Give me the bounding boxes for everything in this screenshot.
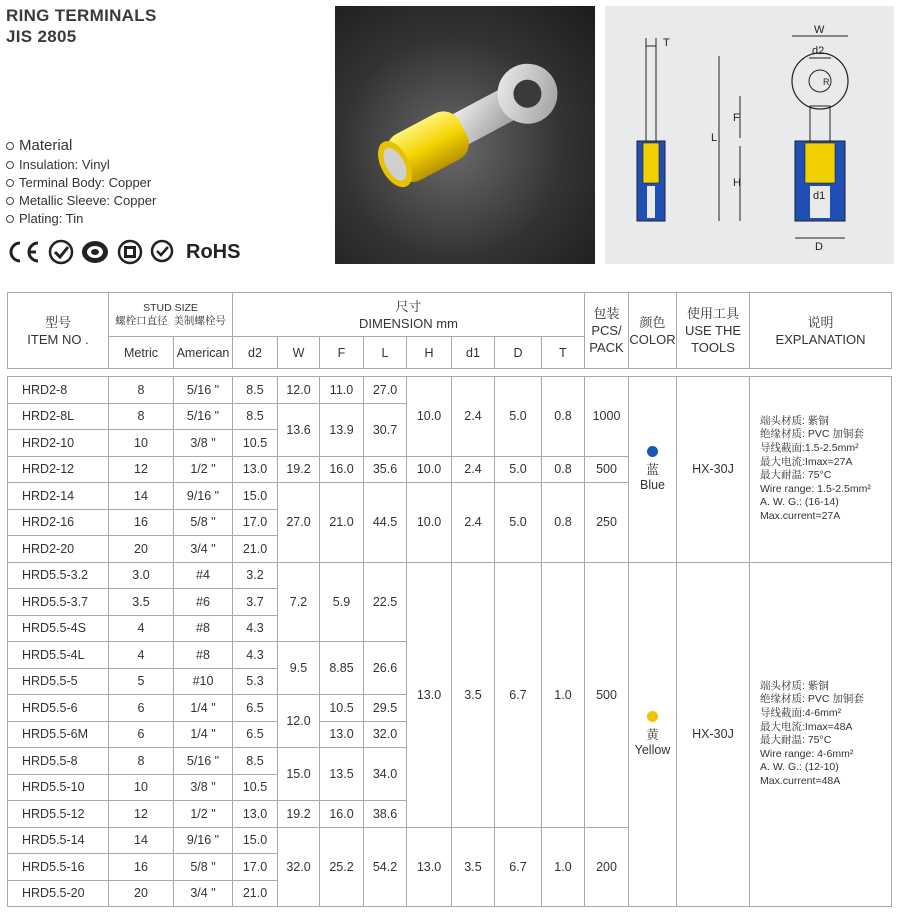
cell-d1: 2.4 [452, 456, 495, 483]
spec-text: Terminal Body: Copper [19, 175, 152, 190]
cell-d2: 13.0 [233, 801, 278, 828]
cell-color-yellow: 黄 Yellow [629, 562, 677, 907]
cell-t: 1.0 [542, 827, 585, 907]
cell-d2: 6.5 [233, 721, 278, 748]
cell-t: 1.0 [542, 562, 585, 827]
tuv-icon [116, 239, 144, 265]
cell-d: 6.7 [495, 562, 542, 827]
cell-item: HRD5.5-5 [8, 668, 109, 695]
cell-l: 29.5 [364, 695, 407, 722]
cell-metric: 16 [109, 509, 174, 536]
header-metric: Metric [109, 337, 174, 369]
cell-d2: 13.0 [233, 456, 278, 483]
cell-l: 32.0 [364, 721, 407, 748]
cell-d1: 2.4 [452, 377, 495, 457]
cell-f: 8.85 [320, 642, 364, 695]
cell-item: HRD2-14 [8, 483, 109, 510]
cell-h: 13.0 [407, 562, 452, 827]
cell-f: 13.9 [320, 403, 364, 456]
header-american: American [174, 337, 233, 369]
header-explanation: 说明 EXPLANATION [750, 293, 892, 369]
cell-l: 27.0 [364, 377, 407, 404]
cell-item: HRD5.5-3.7 [8, 589, 109, 616]
cell-item: HRD5.5-4S [8, 615, 109, 642]
dim-label-d2: d2 [812, 45, 825, 57]
cell-d: 6.7 [495, 827, 542, 907]
cell-metric: 10 [109, 774, 174, 801]
cell-d2: 4.3 [233, 642, 278, 669]
cell-item: HRD2-16 [8, 509, 109, 536]
cell-item: HRD2-12 [8, 456, 109, 483]
cell-american: 1/4 " [174, 721, 233, 748]
cell-d2: 17.0 [233, 509, 278, 536]
cell-item: HRD2-8L [8, 403, 109, 430]
product-photo [335, 6, 595, 264]
cell-l: 44.5 [364, 483, 407, 563]
cell-american: #8 [174, 615, 233, 642]
cell-t: 0.8 [542, 456, 585, 483]
bullet-icon [6, 215, 14, 223]
cell-american: 1/4 " [174, 695, 233, 722]
cell-american: 3/8 " [174, 774, 233, 801]
dim-label-d: D [815, 241, 823, 253]
cell-h: 13.0 [407, 827, 452, 907]
cell-t: 0.8 [542, 483, 585, 563]
cell-american: 1/2 " [174, 801, 233, 828]
cell-h: 10.0 [407, 456, 452, 483]
cell-item: HRD2-8 [8, 377, 109, 404]
bullet-icon [6, 161, 14, 169]
cell-item: HRD5.5-3.2 [8, 562, 109, 589]
cell-item: HRD5.5-14 [8, 827, 109, 854]
cell-item: HRD2-20 [8, 536, 109, 563]
cell-d1: 3.5 [452, 827, 495, 907]
cell-w: 12.0 [278, 377, 320, 404]
cell-metric: 14 [109, 827, 174, 854]
cell-item: HRD5.5-6 [8, 695, 109, 722]
rohs-label: RoHS [186, 240, 241, 263]
cell-american: 3/4 " [174, 880, 233, 907]
spec-text: Insulation: Vinyl [19, 157, 110, 172]
cell-metric: 16 [109, 854, 174, 881]
cell-american: 3/4 " [174, 536, 233, 563]
blue-dot-icon [647, 446, 658, 457]
ccc-icon [80, 239, 110, 265]
cell-w: 13.6 [278, 403, 320, 456]
bullet-icon [6, 197, 14, 205]
cell-item: HRD5.5-10 [8, 774, 109, 801]
title-line-2: JIS 2805 [6, 27, 77, 46]
cell-metric: 20 [109, 880, 174, 907]
dim-label-d1: d1 [813, 190, 826, 202]
cell-h: 10.0 [407, 377, 452, 457]
cell-l: 35.6 [364, 456, 407, 483]
spec-heading [6, 136, 156, 156]
cell-f: 16.0 [320, 801, 364, 828]
spec-item [6, 156, 156, 174]
material-specs [6, 136, 156, 228]
cell-f: 25.2 [320, 827, 364, 907]
cell-d2: 15.0 [233, 827, 278, 854]
cell-metric: 8 [109, 377, 174, 404]
header-d2: d2 [233, 337, 278, 369]
table-gap [8, 369, 892, 377]
header-d1: d1 [452, 337, 495, 369]
cell-explanation: 端头材质: 紫铜 绝缘材质: PVC 加铜套 导线截面:1.5-2.5mm² 最大电流:Imax=27A 最大耐温: 75°C Wire range: 1.5-2.5mm² A. W. G.: (16-14) Max.current=27A [750, 377, 892, 563]
cell-metric: 6 [109, 695, 174, 722]
cell-w: 12.0 [278, 695, 320, 748]
cell-item: HRD5.5-16 [8, 854, 109, 881]
bullet-icon [6, 179, 14, 187]
cell-metric: 14 [109, 483, 174, 510]
cell-metric: 3.0 [109, 562, 174, 589]
header-stud-size: STUD SIZE 螺栓口直径 美制螺栓号 [109, 293, 233, 337]
cell-pack: 200 [585, 827, 629, 907]
cell-american: 5/8 " [174, 854, 233, 881]
cell-pack: 250 [585, 483, 629, 563]
spec-table [7, 292, 892, 907]
cell-metric: 20 [109, 536, 174, 563]
header-h: H [407, 337, 452, 369]
header-t: T [542, 337, 585, 369]
cell-d2: 8.5 [233, 377, 278, 404]
cell-d2: 3.2 [233, 562, 278, 589]
cell-l: 54.2 [364, 827, 407, 907]
title-line-1: RING TERMINALS [6, 6, 157, 25]
header-color: 颜色 COLOR [629, 293, 677, 369]
cell-w: 7.2 [278, 562, 320, 642]
dimension-drawing [605, 6, 894, 264]
cell-metric: 8 [109, 403, 174, 430]
cell-d1: 2.4 [452, 483, 495, 563]
cell-american: 5/16 " [174, 377, 233, 404]
bullet-icon [6, 142, 14, 150]
cell-metric: 6 [109, 721, 174, 748]
cell-metric: 10 [109, 430, 174, 457]
cell-pack: 1000 [585, 377, 629, 457]
cell-american: #10 [174, 668, 233, 695]
cell-f: 21.0 [320, 483, 364, 563]
cell-pack: 500 [585, 456, 629, 483]
cell-d: 5.0 [495, 456, 542, 483]
cell-explanation: 端头材质: 紫铜 绝缘材质: PVC 加铜套 导线截面:4-6mm² 最大电流:Imax=48A 最大耐温: 75°C Wire range: 4-6mm² A. W. G.: (12-10) Max.current=48A [750, 562, 892, 907]
dim-label-t: T [663, 37, 670, 49]
cell-american: 3/8 " [174, 430, 233, 457]
cell-american: #4 [174, 562, 233, 589]
header-d: D [495, 337, 542, 369]
cell-d: 5.0 [495, 377, 542, 457]
cell-item: HRD5.5-4L [8, 642, 109, 669]
ce-mark-icon [6, 240, 42, 264]
cell-f: 16.0 [320, 456, 364, 483]
cell-american: 5/16 " [174, 748, 233, 775]
spec-item [6, 192, 156, 210]
cell-f: 11.0 [320, 377, 364, 404]
table-row [8, 377, 892, 404]
sgs-icon [150, 239, 176, 265]
cell-metric: 4 [109, 615, 174, 642]
certification-logos [6, 236, 240, 268]
cell-f: 5.9 [320, 562, 364, 642]
cell-f: 13.0 [320, 721, 364, 748]
dim-label-l: L [711, 132, 718, 144]
spec-item [6, 210, 156, 228]
cell-w: 19.2 [278, 801, 320, 828]
cell-t: 0.8 [542, 377, 585, 457]
cell-d2: 3.7 [233, 589, 278, 616]
cell-tool: HX-30J [677, 377, 750, 563]
cell-metric: 5 [109, 668, 174, 695]
cell-american: 5/8 " [174, 509, 233, 536]
header-f: F [320, 337, 364, 369]
cell-american: 5/16 " [174, 403, 233, 430]
cell-w: 19.2 [278, 456, 320, 483]
cell-d1: 3.5 [452, 562, 495, 827]
cell-metric: 8 [109, 748, 174, 775]
cell-american: 9/16 " [174, 483, 233, 510]
header-pack: 包装 PCS/ PACK [585, 293, 629, 369]
cell-w: 32.0 [278, 827, 320, 907]
cell-metric: 4 [109, 642, 174, 669]
header-tools: 使用工具 USE THE TOOLS [677, 293, 750, 369]
cell-f: 13.5 [320, 748, 364, 801]
cell-d2: 21.0 [233, 880, 278, 907]
dim-label-w: W [814, 24, 825, 36]
cell-w: 15.0 [278, 748, 320, 801]
header-item-no: 型号 ITEM NO . [8, 293, 109, 369]
cell-d2: 10.5 [233, 774, 278, 801]
cell-d2: 8.5 [233, 748, 278, 775]
cell-f: 10.5 [320, 695, 364, 722]
header-w: W [278, 337, 320, 369]
cell-item: HRD5.5-12 [8, 801, 109, 828]
cell-l: 22.5 [364, 562, 407, 642]
cell-american: #8 [174, 642, 233, 669]
cell-w: 9.5 [278, 642, 320, 695]
dim-label-r: R [823, 77, 830, 87]
cell-h: 10.0 [407, 483, 452, 563]
cell-d2: 6.5 [233, 695, 278, 722]
header-l: L [364, 337, 407, 369]
dim-label-f: F [733, 112, 740, 124]
cell-d2: 17.0 [233, 854, 278, 881]
cell-american: 9/16 " [174, 827, 233, 854]
cell-color-blue: 蓝 Blue [629, 377, 677, 563]
spec-text: Material [19, 137, 73, 154]
cell-tool: HX-30J [677, 562, 750, 907]
cell-w: 27.0 [278, 483, 320, 563]
check-cert-icon [48, 239, 74, 265]
cell-d2: 21.0 [233, 536, 278, 563]
cell-item: HRD5.5-8 [8, 748, 109, 775]
cell-d: 5.0 [495, 483, 542, 563]
dim-label-h: H [733, 177, 741, 189]
cell-l: 34.0 [364, 748, 407, 801]
cell-d2: 15.0 [233, 483, 278, 510]
cell-item: HRD2-10 [8, 430, 109, 457]
cell-d2: 5.3 [233, 668, 278, 695]
page-title [6, 5, 157, 47]
cell-item: HRD5.5-20 [8, 880, 109, 907]
cell-metric: 3.5 [109, 589, 174, 616]
spec-text: Plating: Tin [19, 211, 84, 226]
cell-pack: 500 [585, 562, 629, 827]
spec-item [6, 174, 156, 192]
yellow-dot-icon [647, 711, 658, 722]
cell-d2: 10.5 [233, 430, 278, 457]
cell-l: 26.6 [364, 642, 407, 695]
cell-american: 1/2 " [174, 456, 233, 483]
cell-metric: 12 [109, 801, 174, 828]
cell-american: #6 [174, 589, 233, 616]
cell-d2: 8.5 [233, 403, 278, 430]
header-dimension: 尺寸 DIMENSION mm [233, 293, 585, 337]
cell-item: HRD5.5-6M [8, 721, 109, 748]
cell-metric: 12 [109, 456, 174, 483]
cell-l: 30.7 [364, 403, 407, 456]
cell-l: 38.6 [364, 801, 407, 828]
spec-text: Metallic Sleeve: Copper [19, 193, 157, 208]
cell-d2: 4.3 [233, 615, 278, 642]
table-row [8, 562, 892, 589]
